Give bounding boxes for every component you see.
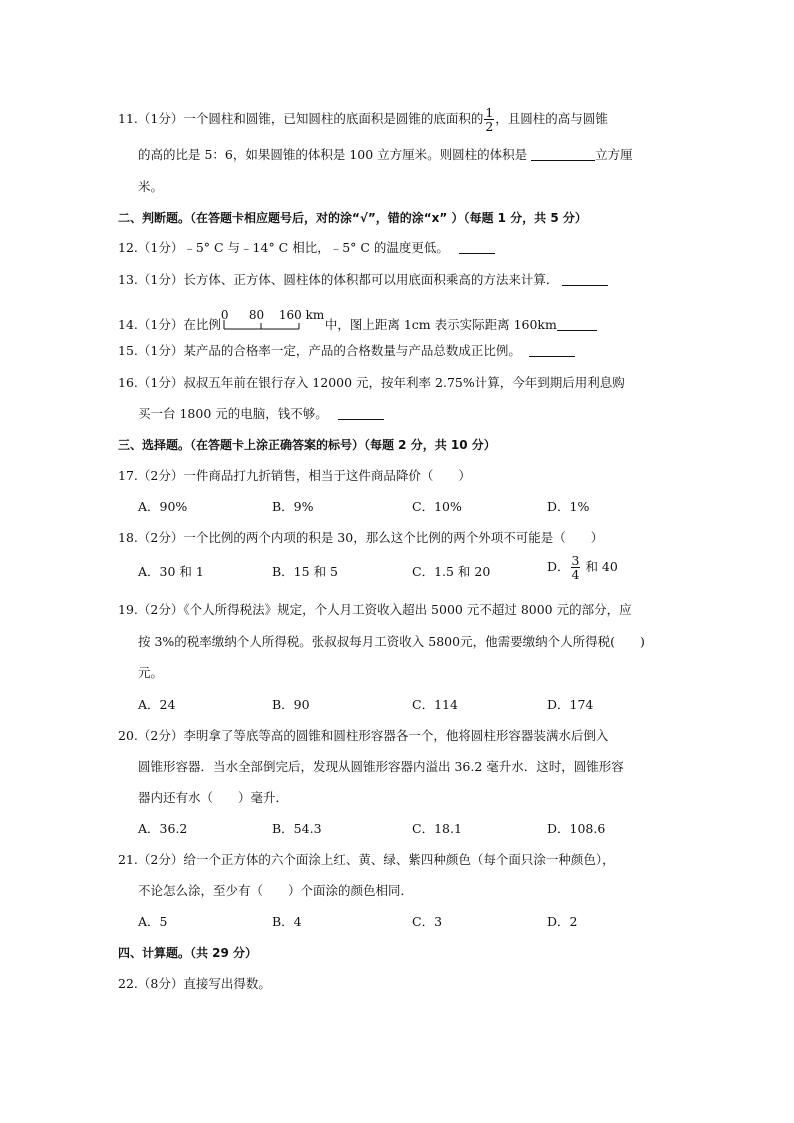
q16-line2: 买一台 1800 元的电脑，钱不够。: [138, 405, 384, 423]
q18-option-d-fraction: $\frac{3}{4}$: [571, 553, 580, 582]
q11-line1: 11.（1分）一个圆柱和圆锥，已知圆柱的底面积是圆锥的底面积的 $\frac{1}{2}$ ，且圆柱的高与圆锥: [118, 105, 608, 134]
q18-option-b[interactable]: B．15 和 5: [272, 564, 338, 579]
q11-line2: 的高的比是 5：6，如果圆锥的体积是 100 立方厘米。则圆柱的体积是 立方厘: [138, 147, 633, 162]
q21-line1: 21.（2分）给一个正方体的六个面涂上红、黄、绿、紫四种颜色（每个面只涂一种颜色），: [118, 852, 615, 867]
q19-line2: 按 3%的税率缴纳个人所得税。张叔叔每月工资收入 5800元，他需要缴纳个人所得税( ): [138, 634, 645, 649]
q22-line: 22.（8分）直接写出得数。: [118, 976, 271, 991]
scale-ruler-icon: [223, 320, 303, 332]
q20-line1: 20.（2分）李明拿了等底等高的圆锥和圆柱形容器各一个，他将圆柱形容器装满水后倒入: [118, 728, 609, 743]
q16-answer-blank[interactable]: [338, 406, 384, 420]
q21-option-a[interactable]: A．5: [138, 914, 168, 929]
q18-option-c[interactable]: C．1.5 和 20: [412, 564, 491, 579]
q17-line: 17.（2分）一件商品打九折销售，相当于这件商品降价（ ）: [118, 468, 471, 483]
q15-line: 15.（1分）某产品的合格率一定，产品的合格数量与产品总数成正比例。: [118, 342, 575, 360]
q12-answer-blank[interactable]: [459, 240, 495, 254]
q20-option-d[interactable]: D．108.6: [547, 821, 606, 836]
q11-line3: 米。: [138, 179, 164, 194]
q21-option-c[interactable]: C．3: [412, 914, 443, 929]
scale-bar: [220, 308, 325, 336]
q21-line2: 不论怎么涂，至少有（ ）个面涂的颜色相同．: [138, 883, 414, 898]
q20-line3: 器内还有水（ ）毫升．: [138, 790, 289, 805]
q20-option-a[interactable]: A．36.2: [138, 821, 188, 836]
scale-label-0: 0: [220, 308, 229, 322]
q20-option-c[interactable]: C．18.1: [412, 821, 462, 836]
q19-option-b[interactable]: B．90: [272, 697, 310, 712]
q20-line2: 圆锥形容器．当水全部倒完后，发现从圆锥形容器内溢出 36.2 毫升水．这时，圆锥形容: [138, 759, 624, 774]
q13-answer-blank[interactable]: [562, 272, 608, 286]
q17-option-c[interactable]: C．10%: [412, 499, 462, 514]
q18-option-d[interactable]: D． $\frac{3}{4}$ 和 40: [547, 553, 618, 582]
q18-option-a[interactable]: A．30 和 1: [138, 564, 204, 579]
q18-line: 18.（2分）一个比例的两个内项的积是 30，那么这个比例的两个外项不可能是（ ）: [118, 530, 604, 545]
q17-option-a[interactable]: A．90%: [138, 499, 188, 514]
q16-line1: 16.（1分）叔叔五年前在银行存入 12000 元，按年利率 2.75%计算，今年到期后用利息购: [118, 375, 625, 390]
q20-option-b[interactable]: B．54.3: [272, 821, 322, 836]
q11-fraction: $\frac{1}{2}$: [485, 105, 494, 134]
q21-option-b[interactable]: B．4: [272, 914, 302, 929]
q19-option-a[interactable]: A．24: [138, 697, 176, 712]
q21-option-d[interactable]: D．2: [547, 914, 578, 929]
scale-label-80: 80: [248, 308, 265, 322]
q12-line: 12.（1分）﹣5° C 与﹣14° C 相比，﹣5° C 的温度更低。: [118, 239, 495, 257]
q14-line: 14.（1分）在比例 0 80 160 km 中，图上距离 1cm 表示实际距离 160km: [118, 310, 597, 336]
scale-label-160: 160 km: [278, 308, 325, 322]
section-2-title: 二、判断题。（在答题卡相应题号后，对的涂“√”，错的涂“x” ）（每题 1 分，共 5 分）: [118, 211, 587, 225]
section-4-title: 四、计算题。（共 29 分）: [118, 946, 258, 960]
q19-line1: 19.（2分）《个人所得税法》规定，个人月工资收入超出 5000 元不超过 8000 元的部分，应: [118, 602, 632, 617]
q13-line: 13.（1分）长方体、正方体、圆柱体的体积都可以用底面积乘高的方法来计算．: [118, 271, 608, 289]
q15-answer-blank[interactable]: [529, 343, 575, 357]
q17-option-b[interactable]: B．9%: [272, 499, 314, 514]
q19-line3: 元。: [138, 665, 164, 680]
q19-option-d[interactable]: D．174: [547, 697, 594, 712]
q11-answer-blank[interactable]: [531, 147, 595, 161]
q17-option-d[interactable]: D．1%: [547, 499, 590, 514]
q19-option-c[interactable]: C．114: [412, 697, 458, 712]
q14-answer-blank[interactable]: [557, 317, 597, 331]
section-3-title: 三、选择题。（在答题卡上涂正确答案的标号）（每题 2 分，共 10 分）: [118, 438, 496, 452]
